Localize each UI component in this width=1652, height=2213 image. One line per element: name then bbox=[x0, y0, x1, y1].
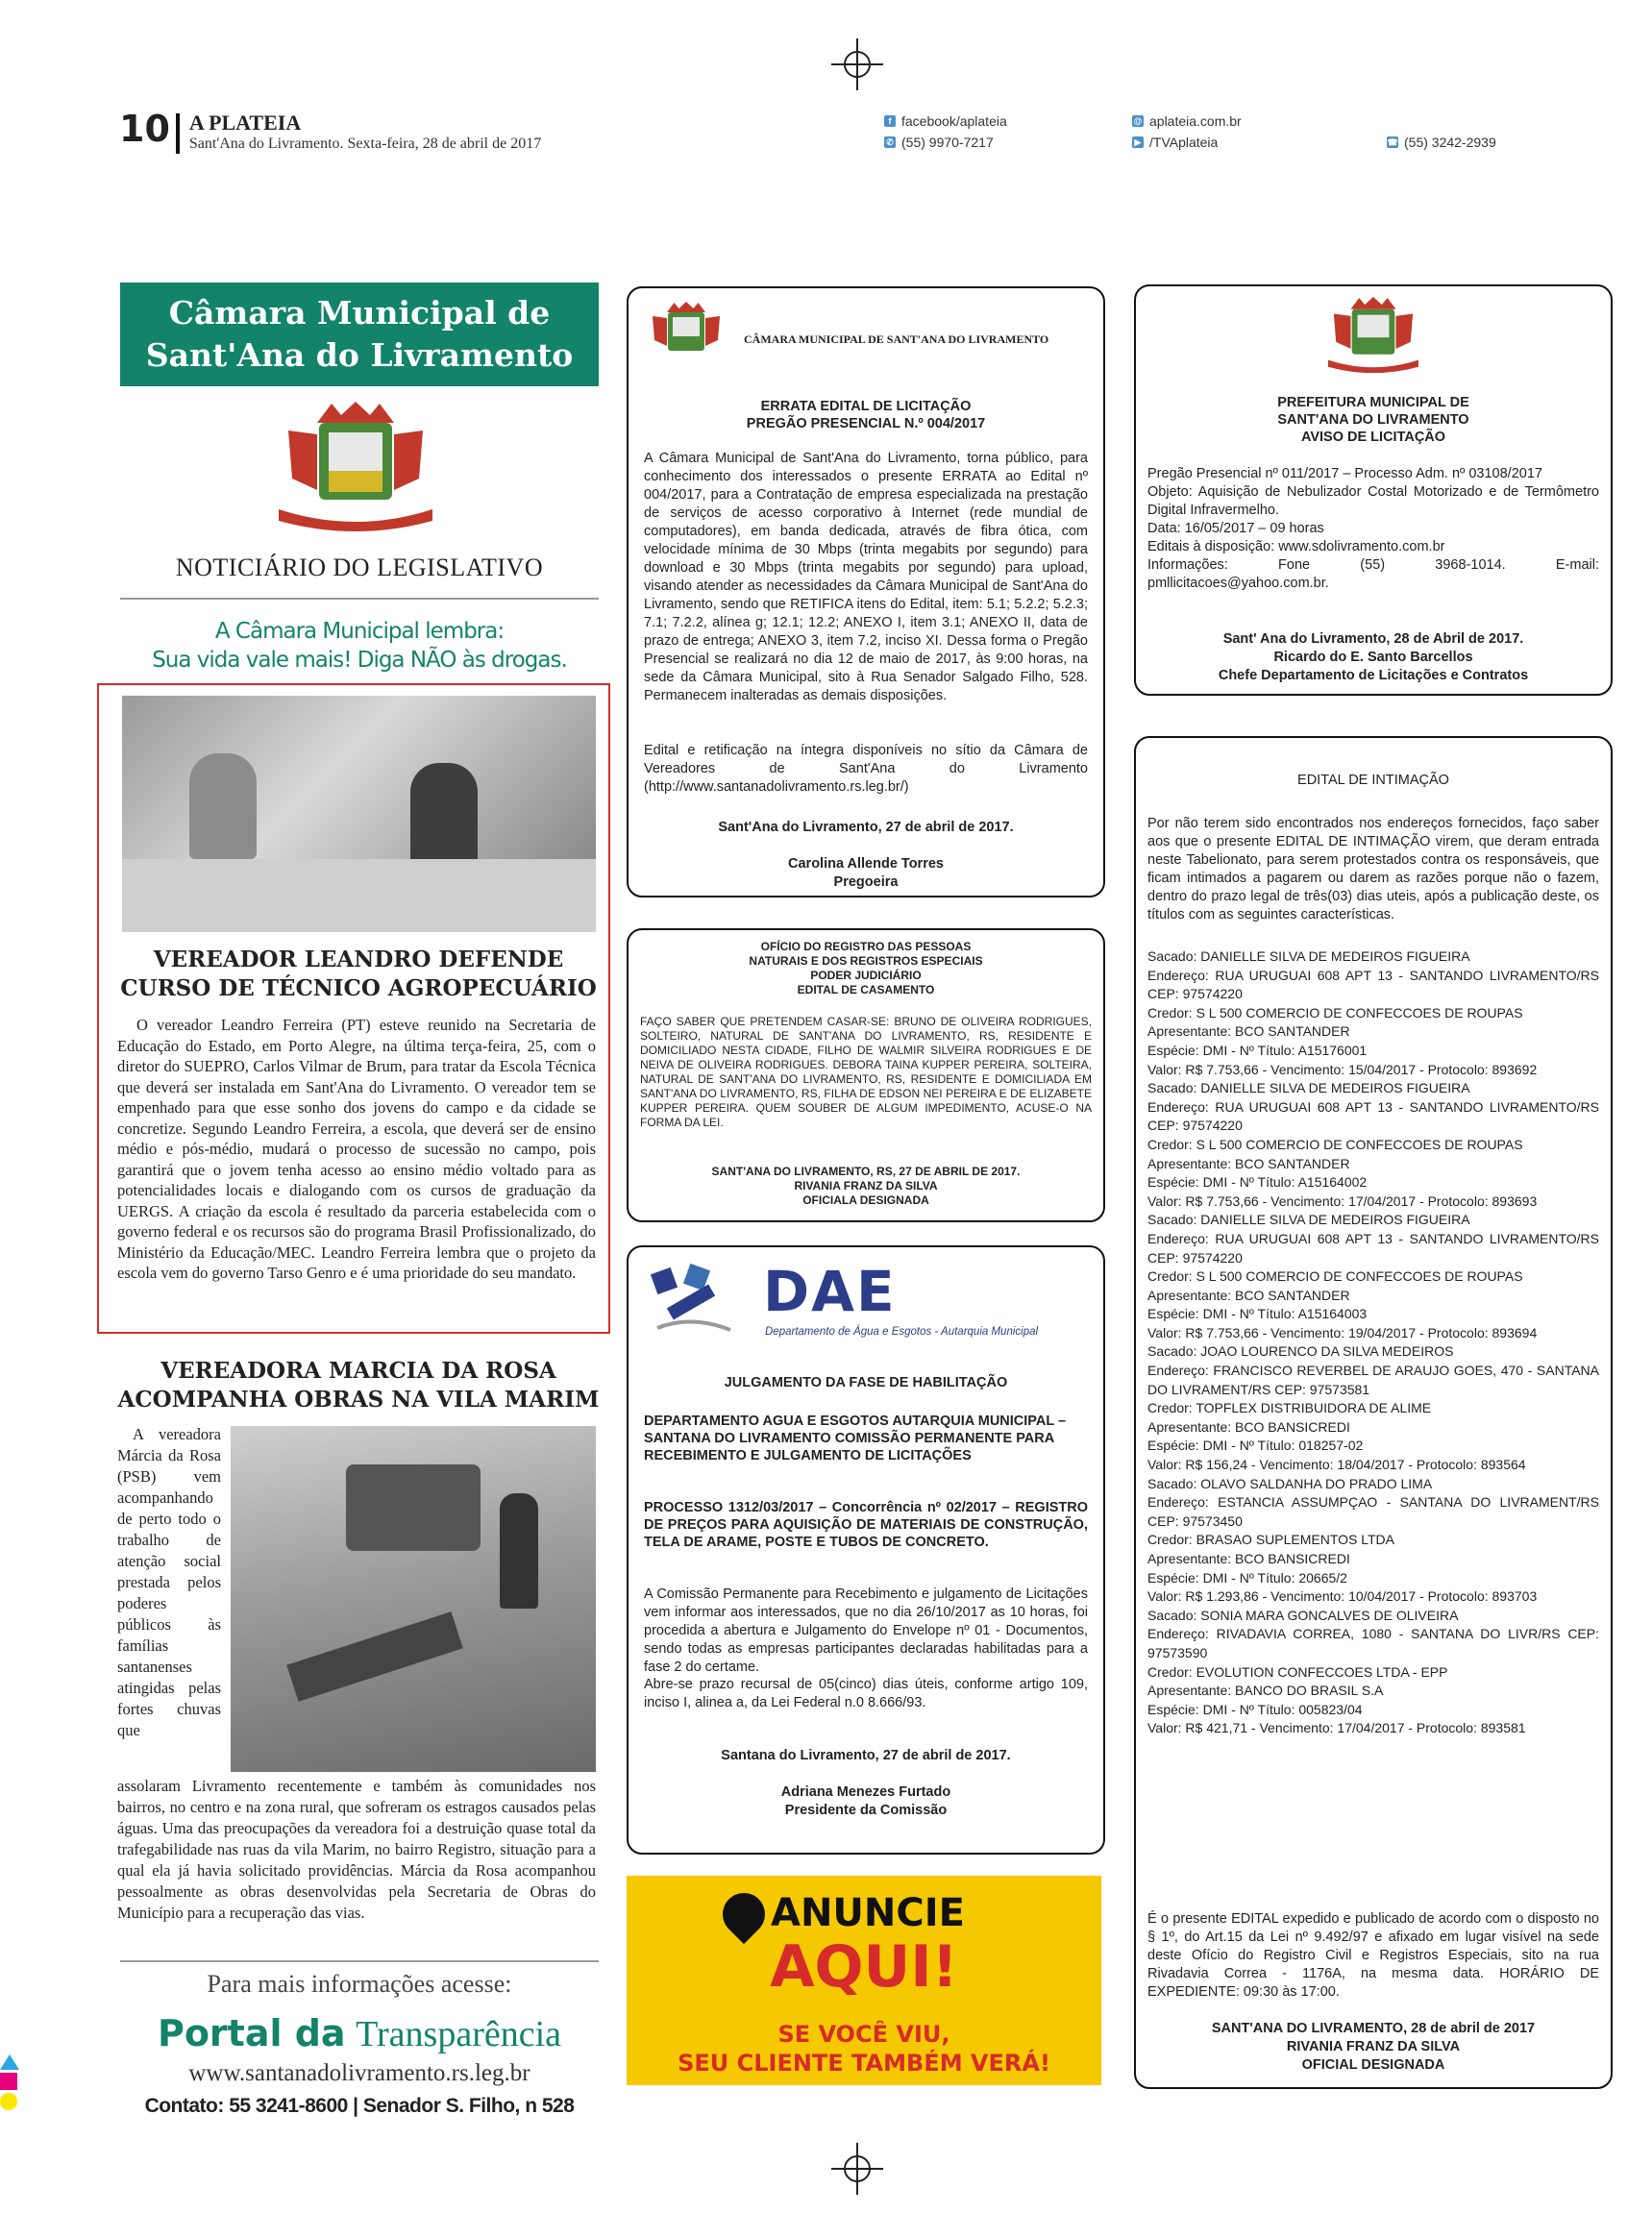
intimacao-item-line: Espécie: DMI - Nº Título: 005823/04 bbox=[1147, 1701, 1363, 1717]
camara-banner bbox=[120, 283, 599, 386]
errata-date: Sant'Ana do Livramento, 27 de abril de 2017. bbox=[718, 820, 1014, 835]
intimacao-item-line: Espécie: DMI - Nº Título: A15164003 bbox=[1147, 1306, 1368, 1322]
oficio-heading-1: OFÍCIO DO REGISTRO DAS PESSOAS bbox=[760, 940, 972, 953]
registration-mark-top bbox=[841, 48, 874, 81]
page-number: 10 bbox=[119, 108, 170, 150]
noticiario-heading: NOTICIÁRIO DO LEGISLATIVO bbox=[175, 553, 544, 581]
errata-body-2: Edital e retificação na íntegra disponíveis no sítio da Câmara de Vereadores de Sant'Ana do Livramento (http://www.santanadolivramento.rs.leg.br/) bbox=[644, 743, 1088, 795]
dae-box bbox=[627, 1245, 1105, 1855]
prefeitura-date: Sant' Ana do Livramento, 28 de Abril de 2017. bbox=[1222, 631, 1524, 647]
ad-tagline bbox=[627, 2020, 1101, 2078]
errata-crest bbox=[648, 302, 725, 369]
social-block-1 bbox=[884, 113, 1007, 150]
intimacao-item-line: Apresentante: BCO BANSICREDI bbox=[1147, 1551, 1350, 1566]
intimacao-item-line: Apresentante: BANCO DO BRASIL S.A bbox=[1147, 1683, 1384, 1699]
oficio-signature bbox=[640, 1165, 1092, 1208]
article-leandro-title-1: VEREADOR LEANDRO DEFENDE bbox=[153, 947, 564, 972]
intimacao-item-line: Endereço: RUA URUGUAI 608 APT 13 - SANTANDO LIVRAMENTO/RS CEP: 97574220 bbox=[1147, 967, 1599, 1002]
oficio-sign-name: RIVANIA FRANZ DA SILVA bbox=[794, 1179, 938, 1193]
prefeitura-heading-1: PREFEITURA MUNICIPAL DE bbox=[1277, 395, 1469, 410]
dae-paragraph-2: Abre-se prazo recursal de 05(cinco) dias úteis, conforme artigo 109, inciso I, alinea a, da Lei Federal n.0 8.666/93. bbox=[644, 1677, 1088, 1710]
intimacao-item-line: Valor: R$ 156,24 - Vencimento: 18/04/2017 - Protocolo: 893564 bbox=[1147, 1457, 1526, 1473]
intimacao-item-line: Valor: R$ 7.753,66 - Vencimento: 17/04/2017 - Protocolo: 893693 bbox=[1147, 1193, 1538, 1209]
intimacao-item-line: Valor: R$ 1.293,86 - Vencimento: 10/04/2017 - Protocolo: 893703 bbox=[1147, 1588, 1538, 1605]
errata-body: A Câmara Municipal de Sant'Ana do Livramento, torna público, para conhecimento dos interessados o presente ERRATA ao Edital nº 004/2017, para a Contratação de empresa especializada na prestação de serviços de acesso corporativo à Internet (rede mundial de computadores), em banda dedicada, através de fibra ótica, com velocidade mínima de 30 Mbps (trinta megabits por segundo) para download e 30 Mbps (trinta megabits por segundo) para upload, visando atender as necessidades da Câmara Municipal de Sant'Ana do Livramento, sendo que RETIFICA itens do Edital, item: 5.1; 5.2.2; 5.2.3; 7.1; 7.2.2, alínea g; 12.1; 12.2; ANEXO I, item 3.1; ANEXO II, data de prazo de entrega; ANEXO 3, item 7.2, inciso XI. Dessa forma o Pregão Presencial se realizará no dia 12 de maio de 2017, às 9:00 horas, na sede da Câmara Municipal, sito à Rua Senador Salgado Filho, 528. Permanecem inalteradas as demais disposições. bbox=[644, 451, 1088, 703]
facebook-link[interactable]: facebook/aplateia bbox=[901, 113, 1007, 129]
photo-street-works bbox=[231, 1426, 596, 1772]
footer-divider bbox=[120, 1960, 599, 1962]
slogan-line-2: Sua vida vale mais! Diga NÃO às drogas. bbox=[152, 648, 567, 673]
paper-name: A PLATEIA bbox=[188, 111, 302, 135]
phone-icon: ☎ bbox=[1387, 137, 1398, 147]
prefeitura-line: Data: 16/05/2017 – 09 horas bbox=[1147, 521, 1324, 536]
social-block-2 bbox=[1132, 113, 1242, 150]
portal-url[interactable]: www.santanadolivramento.rs.leg.br bbox=[188, 2060, 530, 2086]
dae-sign-name: Adriana Menezes Furtado bbox=[780, 1784, 951, 1800]
photo-meeting bbox=[122, 696, 596, 932]
oficio-sign-date: SANT'ANA DO LIVRAMENTO, RS, 27 DE ABRIL DE 2017. bbox=[711, 1165, 1021, 1178]
errata-signature bbox=[644, 855, 1088, 892]
intimacao-item-line: Sacado: OLAVO SALDANHA DO PRADO LIMA bbox=[1147, 1475, 1433, 1491]
web-icon: @ bbox=[1133, 116, 1143, 126]
intimacao-title: EDITAL DE INTIMAÇÃO bbox=[1297, 773, 1449, 788]
prefeitura-sign-name: Ricardo do E. Santo Barcellos bbox=[1273, 650, 1473, 665]
errata-sign-role: Pregoeira bbox=[833, 874, 899, 890]
oficio-body: FAÇO SABER QUE PRETENDEM CASAR-SE: BRUNO DE OLIVEIRA RODRIGUES, SOLTEIRO, NATURAL DE SANT'ANA DO LIVRAMENTO, RS, RESIDENTE E DOMICILIADO NESTA CIDADE, FILHO DE WALMIR SILVEIRA RODRIGUES E DE NEIVA DE OLIVEIRA RODRIGUES. DEBORA TAINA KUPPER PEREIRA, SOLTEIRA, NATURAL DE SANT'ANA DO LIVRAMENTO, RS, RESIDENTE E DOMICILIADA EM SANT'ANA DO LIVRAMENTO, RS, FILHA DE EDSON NEI PEREIRA E DE ELIZABETE KUPPER PEREIRA. QUEM SOUBER DE ALGUM IMPEDIMENTO, ACUSE-O NA FORMA DA LEI. bbox=[640, 1015, 1092, 1129]
intimacao-item-line: Credor: BRASAO SUPLEMENTOS LTDA bbox=[1147, 1532, 1394, 1548]
intimacao-sign-role: OFICIAL DESIGNADA bbox=[1301, 2057, 1445, 2073]
intimacao-item-line: Endereço: RUA URUGUAI 608 APT 13 - SANTANDO LIVRAMENTO/RS CEP: 97574220 bbox=[1147, 1098, 1599, 1134]
errata-box bbox=[627, 286, 1105, 897]
article-marcia-body: assolaram Livramento recentemente e também às comunidades nos bairros, no centro e na zona rural, que sofreram os estragos causados pelas águas. Uma das preocupações da vereadora foi a destruição quase total da trafegabilidade nas ruas da vila Marim, no bairro Registro, situação para a qual ela já havia solicitado providências. Márcia da Rosa acompanhou pessoalmente as obras desenvolvidas pela Secretaria de Obras do Município para a recuperação das vias. bbox=[117, 1777, 596, 1922]
municipal-crest bbox=[279, 402, 432, 536]
intimacao-item-line: Valor: R$ 421,71 - Vencimento: 17/04/2017 - Protocolo: 893581 bbox=[1147, 1720, 1526, 1736]
dae-processo: PROCESSO 1312/03/2017 – Concorrência nº 02/2017 – REGISTRO DE PREÇOS PARA AQUISIÇÃO DE MATERIAIS DE CONSTRUÇÃO, TELA DE ARAME, POSTE E TUBOS DE CONCRETO. bbox=[644, 1500, 1088, 1550]
dae-logo-sub: Departamento de Água e Esgotos - Autarquia Municipal bbox=[765, 1326, 1039, 1338]
intimacao-item-line: Endereço: RUA URUGUAI 608 APT 13 - SANTANDO LIVRAMENTO/RS CEP: 97574220 bbox=[1147, 1230, 1599, 1266]
portal-title bbox=[120, 2012, 599, 2055]
dae-signature bbox=[644, 1783, 1088, 1820]
prefeitura-box bbox=[1134, 284, 1613, 696]
ad-line-4: SEU CLIENTE TAMBÉM VERÁ! bbox=[678, 2050, 1050, 2077]
prefeitura-line: Editais à disposição: www.sdolivramento.com.br bbox=[1147, 539, 1445, 554]
intimacao-item-line: Apresentante: BCO SANTANDER bbox=[1147, 1155, 1350, 1171]
oficio-heading-2: NATURAIS E DOS REGISTROS ESPECIAIS bbox=[749, 954, 983, 968]
prefeitura-line: Objeto: Aquisição de Nebulizador Costal Motorizado e de Termômetro Digital Infravermelho. bbox=[1147, 484, 1599, 518]
dae-logo-icon bbox=[648, 1261, 734, 1338]
banner-line-1: Câmara Municipal de bbox=[168, 294, 551, 332]
footer-info: Para mais informações acesse: bbox=[207, 1970, 512, 1998]
registration-mark-bottom bbox=[841, 2152, 874, 2185]
intimacao-intro: Por não terem sido encontrados nos endereços fornecidos, faço saber aos que o presente EDITAL DE INTIMAÇÃO virem, que deram entrada neste Tabelionato, para serem protestados contra os responsáveis, que ficam intimados a pagarem ou darem as razões porque não o fazem, dentro do prazo legal de três(03) dias uteis, após a publicação deste, os títulos com as seguintes características. bbox=[1147, 816, 1599, 922]
errata-title-1: ERRATA EDITAL DE LICITAÇÃO bbox=[760, 399, 972, 414]
intimacao-item-line: Apresentante: BCO BANSICREDI bbox=[1147, 1418, 1350, 1435]
article-leandro-title bbox=[113, 946, 604, 1003]
slogan-line-1: A Câmara Municipal lembra: bbox=[214, 619, 505, 644]
intimacao-item-line: Espécie: DMI - Nº Título: 20665/2 bbox=[1147, 1569, 1347, 1586]
article-marcia-title bbox=[113, 1357, 604, 1414]
intimacao-sign-name: RIVANIA FRANZ DA SILVA bbox=[1286, 2039, 1461, 2054]
dae-org: DEPARTAMENTO AGUA E ESGOTOS AUTARQUIA MUNICIPAL – SANTANA DO LIVRAMENTO COMISSÃO PERMANENTE PARA RECEBIMENTO E JULGAMENTO DE LICITAÇÕES bbox=[644, 1414, 1067, 1463]
portal-title-1: Portal da bbox=[157, 2012, 346, 2054]
article-marcia-side: A vereadora Márcia da Rosa (PSB) vem acompanhando de perto todo o trabalho de atenção social prestada pelos poderes públicos às famílias santanenses atingidas pelas fortes chuvas que bbox=[117, 1425, 221, 1739]
banner-line-2: Sant'Ana do Livramento bbox=[145, 336, 574, 374]
intimacao-item-line: Sacado: DANIELLE SILVA DE MEDEIROS FIGUEIRA bbox=[1147, 1080, 1470, 1096]
intimacao-closing: É o presente EDITAL expedido e publicado de acordo com o disposto no § 1º, do Art.15 da Lei nº 9.492/97 e afixado em lugar visível na sede deste Ofício do Registro Civil e Registros Especiais, sito na rua Rivadavia Correa - 1176A, na mesma data. HORÁRIO DE EXPEDIENTE: 09:30 às 17:00. bbox=[1147, 1911, 1599, 2000]
facebook-icon: f bbox=[884, 115, 896, 127]
prefeitura-line: Informações: Fone (55) 3968-1014. E-mail: pmllicitacoes@yahoo.com.br. bbox=[1147, 557, 1599, 591]
dae-date: Santana do Livramento, 27 de abril de 2017. bbox=[721, 1748, 1011, 1763]
intimacao-item-line: Sacado: DANIELLE SILVA DE MEDEIROS FIGUEIRA bbox=[1147, 1212, 1470, 1228]
dae-title: JULGAMENTO DA FASE DE HABILITAÇÃO bbox=[724, 1375, 1008, 1390]
prefeitura-heading bbox=[1151, 394, 1595, 446]
intimacao-item-line: Sacado: JOAO LOURENCO DA SILVA MEDEIROS bbox=[1147, 1343, 1454, 1360]
prefeitura-line: Pregão Presencial nº 011/2017 – Processo Adm. nº 03108/2017 bbox=[1147, 466, 1542, 481]
intimacao-item-line: Endereço: ESTANCIA ASSUMPÇAO - SANTANA DO LIVRAMENT/RS CEP: 97573450 bbox=[1147, 1494, 1599, 1529]
errata-title bbox=[648, 398, 1084, 432]
phone-main: (55) 3242-2939 bbox=[1404, 135, 1496, 150]
prefeitura-signature bbox=[1147, 630, 1599, 685]
dateline: Sant'Ana do Livramento. Sexta-feira, 28 de abril de 2017 bbox=[188, 135, 542, 152]
social-block-3 bbox=[1387, 135, 1496, 150]
intimacao-items bbox=[1147, 947, 1599, 1738]
intimacao-signature bbox=[1147, 2020, 1599, 2075]
intimacao-item-line: Endereço: FRANCISCO REVERBEL DE ARAUJO GOES, 470 - SANTANA DO LIVRAMENT/RS CEP: 97573581 bbox=[1147, 1363, 1599, 1397]
oficio-heading bbox=[644, 940, 1088, 997]
article-marcia-title-2: ACOMPANHA OBRAS NA VILA MARIM bbox=[117, 1387, 600, 1413]
article-leandro-title-2: CURSO DE TÉCNICO AGROPECUÁRIO bbox=[120, 975, 597, 1001]
article-leandro-body: O vereador Leandro Ferreira (PT) esteve reunido na Secretaria de Educação do Estado, em Porto Alegre, na última terça-feira, 25, com o diretor do SUEPRO, Carlos Vilmar de Brum, para tratar da Escola Técnica que deverá ser instalada em Sant'Ana do Livramento. O vereador tem se empenhado para que esse sonho dos jovens do campo e da cidade se concretize. Segundo Leandro Ferreira, a escola, que deverá ser de ensino médio e pós-médio, mudará o processo de sucessão no campo, pois garantirá que o jovem tenha acesso ao ensino médio voltado para as potencialidades locais e dialogando com os cursos de graduação da UERGS. A criação da escola é resultado da parceria estabelecida com o governo federal e os recursos são do programa Brasil Profissionalizado, do Ministério da Educação/MEC. Leandro Ferreira lembra que o projeto da escola vem do governo Tarso Genro e é uma prioridade do seu mandato. bbox=[117, 1016, 596, 1282]
errata-org: CÂMARA MUNICIPAL DE SANT'ANA DO LIVRAMENTO bbox=[744, 332, 1049, 346]
intimacao-item-line: Espécie: DMI - Nº Título: A15164002 bbox=[1147, 1174, 1368, 1191]
oficio-heading-4: EDITAL DE CASAMENTO bbox=[797, 983, 935, 996]
intimacao-item-line: Endereço: RIVADAVIA CORREA, 1080 - SANTANA DO LIVR/RS CEP: 97573590 bbox=[1147, 1626, 1599, 1660]
intimacao-item-line: Espécie: DMI - Nº Título: 018257-02 bbox=[1147, 1438, 1364, 1454]
portal-title-2: Transparência bbox=[356, 2014, 562, 2054]
contact-line: Contato: 55 3241-8600 | Senador S. Filho, n 528 bbox=[144, 2095, 575, 2117]
ad-line-3: SE VOCÊ VIU, bbox=[777, 2021, 950, 2048]
youtube-icon: ▶ bbox=[1132, 136, 1144, 148]
phone-whatsapp: (55) 9970-7217 bbox=[901, 135, 994, 150]
intimacao-item-line: Valor: R$ 7.753,66 - Vencimento: 19/04/2017 - Protocolo: 893694 bbox=[1147, 1324, 1538, 1340]
tv-link[interactable]: /TVAplateia bbox=[1149, 135, 1219, 150]
intimacao-item-line: Sacado: DANIELLE SILVA DE MEDEIROS FIGUEIRA bbox=[1147, 948, 1470, 964]
errata-sign-name: Carolina Allende Torres bbox=[788, 856, 944, 872]
intimacao-item-line: Credor: EVOLUTION CONFECCOES LTDA - EPP bbox=[1147, 1663, 1448, 1680]
intimacao-item-line: Espécie: DMI - Nº Título: A15176001 bbox=[1147, 1042, 1368, 1058]
intimacao-item-line: Sacado: SONIA MARA GONCALVES DE OLIVEIRA bbox=[1147, 1607, 1459, 1623]
page-header bbox=[119, 108, 541, 154]
slogan bbox=[120, 617, 599, 675]
site-link[interactable]: aplateia.com.br bbox=[1149, 113, 1242, 129]
intimacao-item-line: Credor: S L 500 COMERCIO DE CONFECCOES DE ROUPAS bbox=[1147, 1004, 1523, 1020]
oficio-sign-role: OFICIALA DESIGNADA bbox=[802, 1193, 929, 1207]
dae-sign-role: Presidente da Comissão bbox=[784, 1803, 948, 1818]
divider bbox=[120, 598, 599, 600]
intimacao-item-line: Credor: S L 500 COMERCIO DE CONFECCOES DE ROUPAS bbox=[1147, 1136, 1523, 1152]
intimacao-item-line: Apresentante: BCO SANTANDER bbox=[1147, 1023, 1350, 1040]
oficio-box bbox=[627, 928, 1105, 1222]
prefeitura-heading-2: SANT'ANA DO LIVRAMENTO bbox=[1277, 412, 1469, 428]
intimacao-item-line: Credor: TOPFLEX DISTRIBUIDORA DE ALIME bbox=[1147, 1400, 1432, 1416]
whatsapp-icon: ✆ bbox=[884, 136, 896, 148]
intimacao-sign-date: SANT'ANA DO LIVRAMENTO, 28 de abril de 2017 bbox=[1211, 2021, 1536, 2036]
errata-title-2: PREGÃO PRESENCIAL N.º 004/2017 bbox=[746, 416, 986, 431]
dae-logo-text: DAE bbox=[763, 1259, 897, 1324]
prefeitura-crest bbox=[1328, 296, 1418, 377]
intimacao-item-line: Valor: R$ 7.753,66 - Vencimento: 15/04/2017 - Protocolo: 893692 bbox=[1147, 1061, 1538, 1077]
intimacao-box bbox=[1134, 736, 1613, 2089]
oficio-heading-3: PODER JUDICIÁRIO bbox=[810, 969, 922, 982]
color-marks bbox=[0, 2054, 19, 2110]
ad-line-1: ANUNCIE bbox=[771, 1891, 965, 1935]
prefeitura-sign-role: Chefe Departamento de Licitações e Contratos bbox=[1218, 668, 1529, 683]
prefeitura-heading-3: AVISO DE LICITAÇÃO bbox=[1300, 430, 1446, 445]
article-marcia-title-1: VEREADORA MARCIA DA ROSA bbox=[160, 1358, 556, 1384]
dae-paragraph-1: A Comissão Permanente para Recebimento e julgamento de Licitações vem informar aos interessados, que no dia 26/10/2017 as 10 horas, foi procedida a abertura e Julgamento do Envelope nº 01 - Documentos, sendo todas as empresas participantes declaradas habilitadas para a fase 2 do certame. bbox=[644, 1586, 1088, 1675]
intimacao-item-line: Apresentante: BCO SANTANDER bbox=[1147, 1287, 1350, 1303]
anuncie-ad[interactable] bbox=[627, 1876, 1101, 2085]
intimacao-item-line: Credor: S L 500 COMERCIO DE CONFECCOES DE ROUPAS bbox=[1147, 1268, 1523, 1285]
prefeitura-details bbox=[1147, 465, 1599, 593]
ad-line-2: AQUI! bbox=[770, 1933, 958, 2001]
